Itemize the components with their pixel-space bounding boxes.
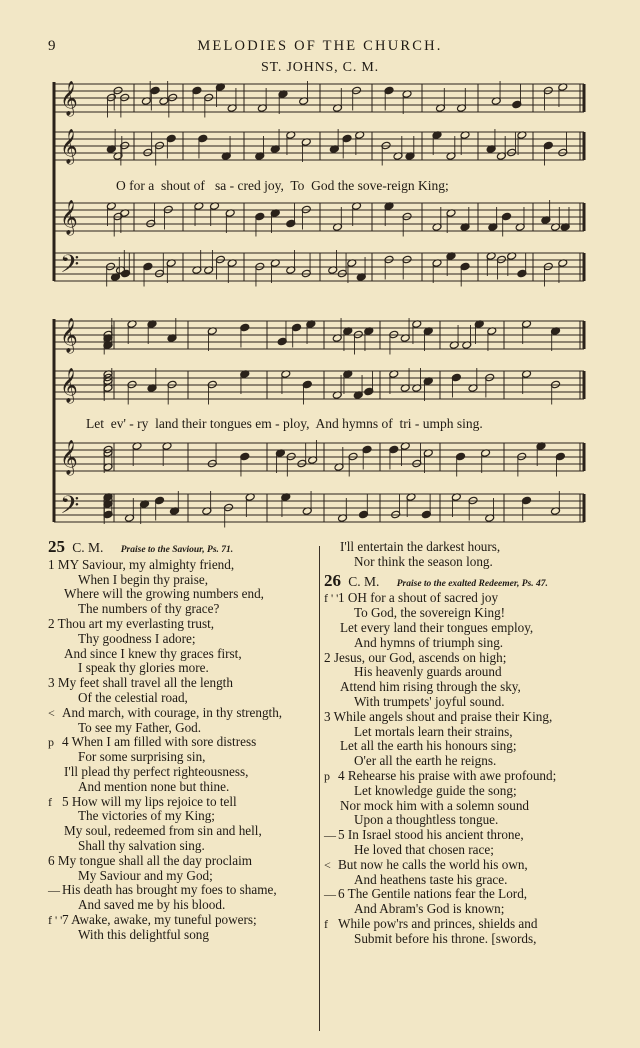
verse-text: Where will the growing numbers end,	[64, 586, 264, 602]
verse-line	[48, 558, 318, 573]
verse-text: Attend him rising through the sky,	[340, 679, 521, 695]
verse-line	[324, 680, 594, 695]
verse-text: 3 While angels shout and praise their King,	[324, 708, 553, 724]
verse-text: But now he calls the world his own,	[338, 856, 528, 872]
hymn-25-verses	[48, 558, 318, 943]
hymn-25-heading	[48, 537, 318, 558]
verse-text: Let every land their tongues employ,	[340, 619, 534, 635]
dynamic-mark: —	[324, 828, 336, 843]
verse-line	[48, 617, 318, 632]
clef-symbol: 𝄞	[60, 129, 78, 164]
verse-line	[48, 913, 318, 928]
verse-text: 7 Awake, awake, my tuneful powers;	[62, 911, 257, 927]
verse-text: I'll entertain the darkest hours,	[340, 539, 501, 554]
lyrics-line-2: Let ev' - ry land their tongues em - ploy, And hymns of tri - umph sing.	[86, 416, 483, 431]
verse-text: Thy goodness I adore;	[78, 630, 196, 646]
dynamic-mark: p	[324, 768, 330, 783]
hymn-26-heading	[324, 570, 594, 592]
clef-symbol: 𝄞	[60, 81, 78, 116]
verse-text: Submit before his throne. [swords,	[354, 930, 537, 946]
verse-text: And since I knew thy graces first,	[64, 645, 242, 661]
verse-text: 4 When I am filled with sore distress	[62, 734, 257, 750]
verse-line	[48, 735, 318, 750]
dynamic-mark: f ' '	[48, 912, 63, 927]
verse-text: O'er all the earth he reigns.	[354, 753, 497, 769]
verse-text: 6 My tongue shall all the day proclaim	[48, 852, 252, 868]
hymn-number: 26	[324, 570, 341, 590]
clef-symbol: 𝄞	[60, 318, 78, 353]
dynamic-mark: <	[324, 857, 331, 872]
verse-text: And Abram's God is known;	[354, 901, 505, 917]
verse-line	[48, 780, 318, 795]
verse-text: His death has brought my foes to shame,	[62, 882, 277, 898]
verse-line	[324, 754, 594, 769]
verse-text: To God, the sovereign King!	[354, 605, 506, 621]
verse-text: Of the celestial road,	[78, 689, 188, 705]
verse-text: 2 Jesus, our God, ascends on high;	[324, 649, 507, 665]
left-column	[48, 537, 318, 943]
hymn-text-area	[48, 537, 593, 1040]
dynamic-mark: f ' '	[324, 591, 339, 606]
clef-symbol: 𝄢	[60, 491, 80, 526]
verse-text: And hymns of triumph sing.	[354, 634, 504, 650]
verse-line	[324, 917, 594, 932]
verse-line	[324, 858, 594, 873]
verse-line	[48, 869, 318, 884]
verse-line	[48, 721, 318, 736]
verse-line	[324, 828, 594, 843]
verse-text: 1 MY Saviour, my almighty friend,	[48, 556, 235, 572]
verse-line	[48, 839, 318, 854]
verse-line	[48, 750, 318, 765]
verse-text: He loved that chosen race;	[354, 841, 494, 857]
verse-line	[48, 706, 318, 721]
lyrics-line-1: O for a shout of sa - cred joy, To God the sove-reign King;	[116, 178, 449, 193]
verse-line	[324, 636, 594, 651]
dynamic-mark: <	[48, 705, 55, 720]
verse-line	[48, 691, 318, 706]
verse-line	[48, 883, 318, 898]
verse-line	[324, 902, 594, 917]
clef-symbol: 𝄢	[60, 250, 80, 285]
verse-text: 4 Rehearse his praise with awe profound;	[338, 767, 557, 783]
verse-text: 6 The Gentile nations fear the Lord,	[338, 886, 528, 902]
verse-line	[324, 887, 594, 902]
verse-line	[48, 587, 318, 602]
verse-text: For some surprising sin,	[78, 749, 206, 765]
column-divider	[319, 546, 320, 1031]
verse-text: 2 Thou art my everlasting trust,	[48, 615, 215, 631]
hymn-number: 25	[48, 537, 65, 556]
verse-text: Upon a thoughtless tongue.	[354, 812, 499, 828]
verse-line	[48, 573, 318, 588]
verse-text: While pow'rs and princes, shields and	[338, 915, 538, 931]
hymn-subject: Praise to the Saviour, Ps. 71.	[120, 545, 234, 555]
verse-text: Shall thy salvation sing.	[78, 837, 205, 853]
verse-text: And march, with courage, in thy strength,	[62, 704, 283, 720]
verse-text: I'll plead thy perfect righteousness,	[64, 763, 249, 779]
verse-line	[48, 928, 318, 943]
verse-text: Let mortals learn their strains,	[354, 723, 513, 739]
verse-text: The numbers of thy grace?	[78, 601, 220, 617]
verse-text: 3 My feet shall travel all the length	[48, 675, 233, 691]
verse-text: His heavenly guards around	[354, 664, 502, 680]
verse-line	[324, 606, 594, 621]
clef-symbol: 𝄞	[60, 440, 78, 475]
verse-line	[48, 824, 318, 839]
verse-text: Nor mock him with a solemn sound	[340, 797, 530, 813]
verse-line	[324, 873, 594, 888]
verse-text: My Saviour and my God;	[78, 867, 213, 883]
verse-line	[48, 647, 318, 662]
tune-title: ST. JOHNS, C. M.	[261, 60, 379, 75]
verse-text: Nor think the season long.	[354, 553, 493, 569]
verse-line	[324, 710, 594, 725]
verse-line	[324, 540, 594, 555]
verse-line	[324, 932, 594, 947]
verse-line	[48, 898, 318, 913]
verse-text: With trumpets' joyful sound.	[354, 693, 505, 709]
hymn-meter: C. M.	[72, 540, 104, 555]
hymn-26-verses	[324, 591, 594, 946]
verse-line	[324, 651, 594, 666]
verse-line	[324, 725, 594, 740]
verse-line	[48, 765, 318, 780]
verse-line	[324, 843, 594, 858]
verse-text: 1 OH for a shout of sacred joy	[338, 590, 499, 606]
verse-text: With this delightful song	[78, 926, 209, 942]
verse-text: And saved me by his blood.	[78, 897, 226, 913]
verse-text: I speak thy glories more.	[78, 660, 209, 676]
right-column	[324, 540, 594, 947]
verse-line	[48, 809, 318, 824]
verse-line	[324, 555, 594, 570]
verse-line	[324, 813, 594, 828]
dynamic-mark: f	[324, 916, 328, 931]
verse-line	[324, 739, 594, 754]
verse-line	[48, 661, 318, 676]
verse-text: 5 How will my lips rejoice to tell	[62, 793, 237, 809]
verse-line	[324, 695, 594, 710]
verse-text: Let all the earth his honours sing;	[340, 738, 517, 754]
verse-line	[324, 621, 594, 636]
verse-text: My soul, redeemed from sin and hell,	[64, 823, 262, 839]
verse-text: 5 In Israel stood his ancient throne,	[338, 827, 524, 843]
verse-text: When I begin thy praise,	[78, 571, 209, 587]
verse-line	[48, 676, 318, 691]
verse-line	[324, 784, 594, 799]
verse-text: And heathens taste his grace.	[354, 871, 508, 887]
dynamic-mark: —	[324, 887, 336, 902]
verse-line	[324, 591, 594, 606]
dynamic-mark: —	[48, 883, 60, 898]
clef-symbol: 𝄞	[60, 200, 78, 235]
hymn-meter: C. M.	[348, 573, 380, 589]
verse-line	[48, 602, 318, 617]
verse-text: The victories of my King;	[78, 808, 215, 824]
verse-line	[48, 632, 318, 647]
verse-text: Let knowledge guide the song;	[354, 782, 517, 798]
page-number: 9	[48, 38, 56, 54]
verse-text: And mention none but thine.	[78, 778, 230, 794]
verse-line	[324, 665, 594, 680]
dynamic-mark: p	[48, 735, 54, 750]
hymn-subject: Praise to the exalted Redeemer, Ps. 47.	[396, 578, 548, 589]
hymn-25-continuation	[324, 540, 594, 570]
dynamic-mark: f	[48, 794, 52, 809]
verse-line	[48, 854, 318, 869]
verse-text: To see my Father, God.	[78, 719, 202, 735]
clef-symbol: 𝄞	[60, 368, 78, 403]
verse-line	[324, 769, 594, 784]
verse-line	[48, 795, 318, 810]
running-title: MELODIES OF THE CHURCH.	[197, 38, 443, 54]
verse-line	[324, 799, 594, 814]
